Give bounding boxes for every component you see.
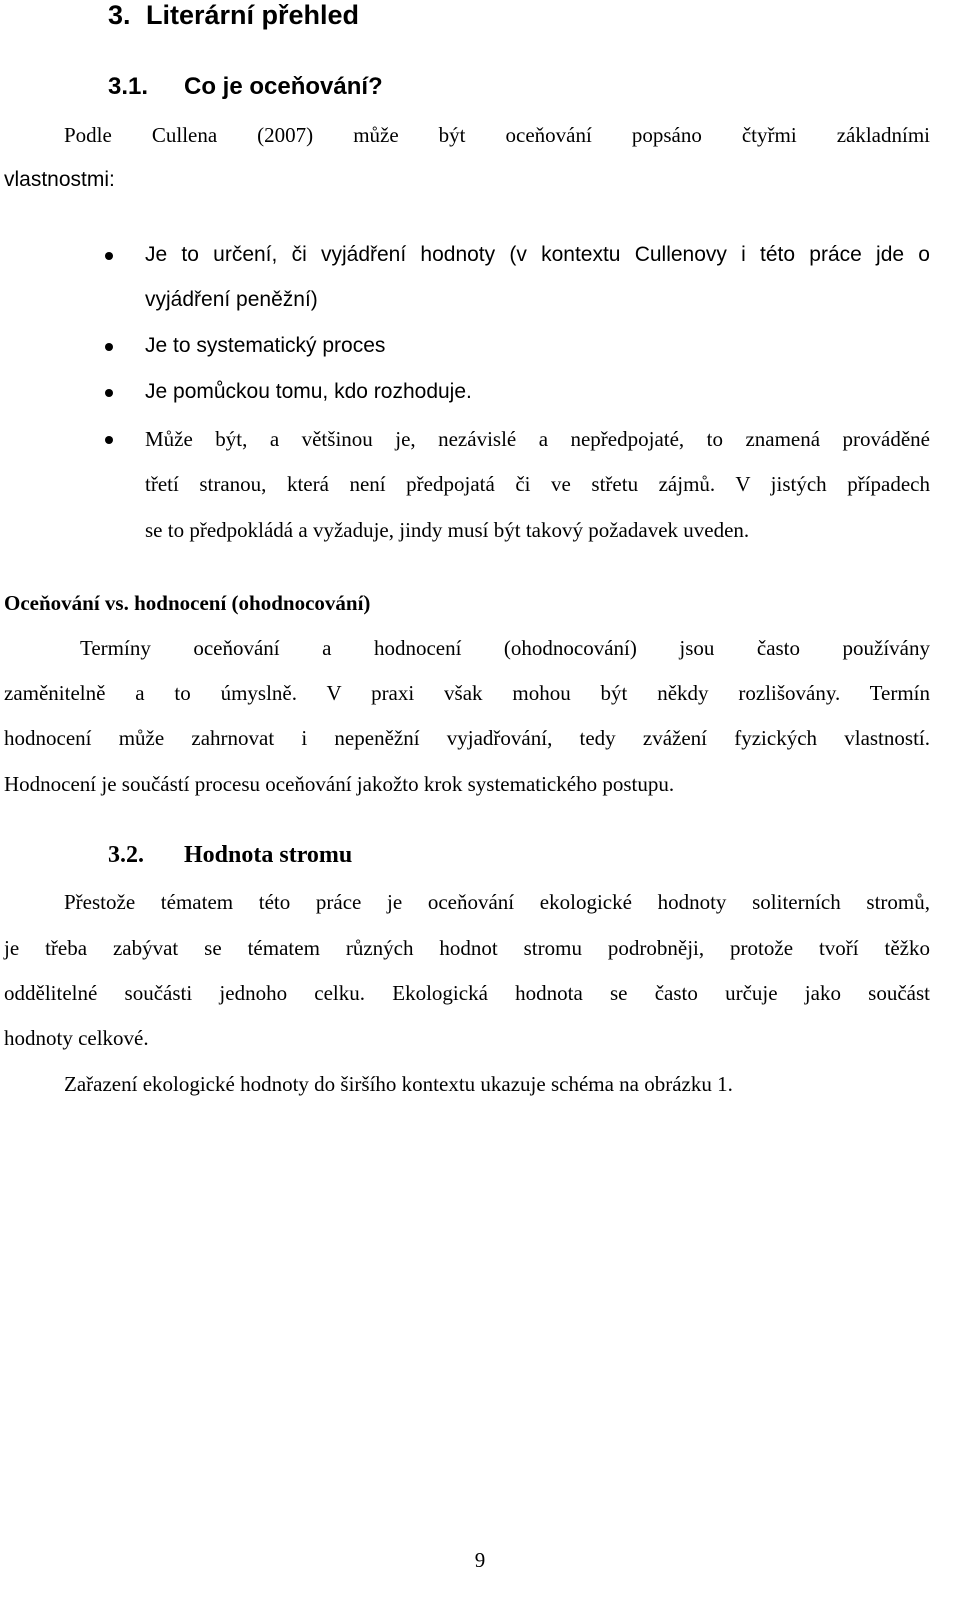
bullet-1-line-2: vyjádření peněžní) [145, 288, 318, 311]
bullet-dot [105, 343, 113, 351]
section-number: 3. [108, 0, 131, 30]
figure-reference-paragraph: Zařazení ekologické hodnoty do širšího kontextu ukazuje schéma na obrázku 1. [64, 1072, 733, 1096]
para-line-3: hodnocení může zahrnovat i nepeněžní vyjadřování, tedy zvážení fyzických vlastností. [4, 726, 930, 750]
para-line-2: zaměnitelně a to úmyslně. V praxi však mohou být někdy rozlišovány. Termín [4, 681, 930, 705]
subsection-2-title: Hodnota stromu [184, 842, 353, 868]
bullet-4-line-3: se to předpokládá a vyžaduje, jindy musí být takový požadavek uveden. [145, 518, 750, 542]
bullet-4-line-1: Může být, a většinou je, nezávislé a nepředpojaté, to znamená prováděné [145, 427, 930, 451]
subsection-1-title: Co je oceňování? [184, 73, 383, 100]
section-heading [108, 0, 359, 30]
tree-para-line-2: je třeba zabývat se tématem různých hodnot stromu podrobněji, protože tvoří těžko [4, 936, 930, 960]
subsection-2-heading [108, 840, 352, 870]
bullet-4-line-2: třetí stranou, která není předpojatá či ve střetu zájmů. V jistých případech [145, 472, 930, 496]
bullet-dot [105, 252, 113, 260]
subheading-valuation-vs-assessment: Oceňování vs. hodnocení (ohodnocování) [4, 591, 371, 615]
bullet-1-line-1: Je to určení, či vyjádření hodnoty (v kontextu Cullenovy i této práce jde o [145, 243, 930, 266]
intro-line-1: Podle Cullena (2007) může být oceňování popsáno čtyřmi základními [64, 123, 930, 147]
intro-line-2: vlastnostmi: [4, 168, 115, 191]
subsection-2-number: 3.2. [108, 842, 144, 868]
para-line-4: Hodnocení je součástí procesu oceňování jakožto krok systematického postupu. [4, 772, 675, 796]
page-number: 9 [474, 1548, 486, 1572]
bullet-2-line-1: Je to systematický proces [145, 334, 386, 357]
para-line-1: Termíny oceňování a hodnocení (ohodnocování) jsou často používány [80, 636, 930, 660]
tree-para-line-3: oddělitelné součásti jednoho celku. Ekologická hodnota se často určuje jako součást [4, 981, 930, 1005]
subsection-1-number: 3.1. [108, 73, 149, 100]
bullet-dot [105, 436, 113, 444]
tree-para-line-1: Přestože tématem této práce je oceňování ekologické hodnoty soliterních stromů, [64, 890, 930, 914]
bullet-3-line-1: Je pomůckou tomu, kdo rozhoduje. [145, 380, 472, 403]
tree-para-line-4: hodnoty celkové. [4, 1026, 149, 1050]
section-title: Literární přehled [146, 0, 360, 30]
bullet-dot [105, 389, 113, 397]
subsection-1-heading [108, 72, 383, 102]
